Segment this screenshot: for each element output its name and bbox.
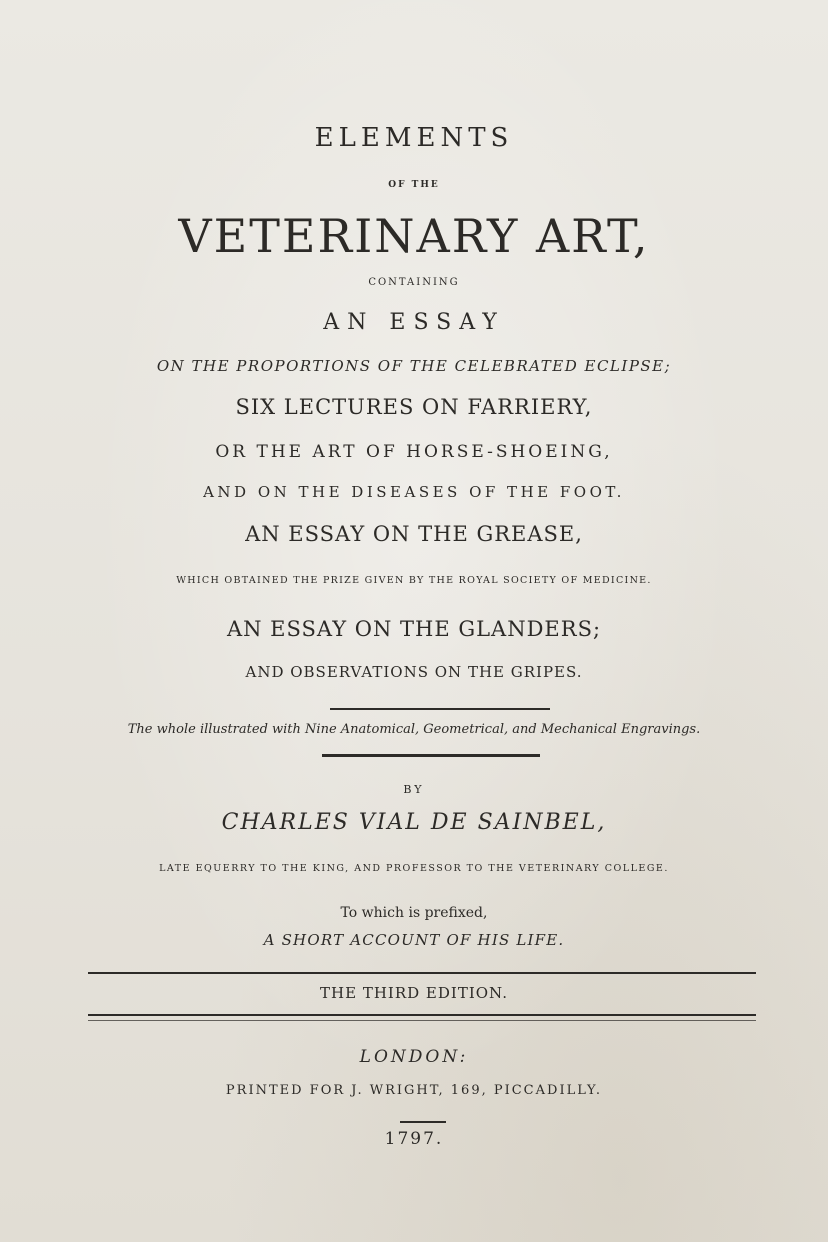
gripes-observations-line: AND OBSERVATIONS ON THE GRIPES. — [245, 663, 583, 681]
glanders-essay-heading: AN ESSAY ON THE GLANDERS; — [226, 617, 602, 641]
grease-essay-heading: AN ESSAY ON THE GREASE, — [245, 522, 583, 546]
imprint-city: LONDON: — [359, 1047, 469, 1067]
royal-society-prize-line: WHICH OBTAINED THE PRIZE GIVEN BY THE ROYAL SOCIETY OF MEDICINE. — [176, 575, 652, 586]
diseases-of-foot-line: AND ON THE DISEASES OF THE FOOT. — [203, 483, 625, 501]
ornamental-rule-bottom — [322, 754, 540, 757]
edition-label: THE THIRD EDITION. — [320, 984, 508, 1002]
eclipse-subtitle: ON THE PROPORTIONS OF THE CELEBRATED ECLIPSE; — [156, 357, 672, 375]
imprint-year: 1797. — [384, 1129, 444, 1149]
main-title: VETERINARY ART, — [178, 209, 650, 263]
author-name: CHARLES VIAL DE SAINBEL, — [221, 810, 607, 835]
edition-rule-bottom — [88, 1014, 756, 1016]
six-lectures-heading: SIX LECTURES ON FARRIERY, — [235, 395, 593, 419]
ornamental-rule-top — [330, 708, 550, 710]
edition-rule-top — [88, 972, 756, 974]
containing-label: CONTAINING — [368, 277, 460, 288]
horse-shoeing-line: OR THE ART OF HORSE-SHOEING, — [215, 442, 613, 462]
short-account-line: A SHORT ACCOUNT OF HIS LIFE. — [263, 931, 565, 949]
imprint-printer: PRINTED FOR J. WRIGHT, 169, PICCADILLY. — [225, 1083, 603, 1098]
edition-rule-bottom-double — [88, 1020, 756, 1021]
an-essay-heading: AN ESSAY — [323, 310, 505, 335]
title-of-the: OF THE — [388, 180, 440, 190]
title-elements: ELEMENTS — [314, 123, 514, 153]
year-rule — [400, 1121, 446, 1123]
engravings-note: The whole illustrated with Nine Anatomical, Geometrical, and Mechanical Engravings. — [127, 722, 701, 737]
prefixed-note: To which is prefixed, — [340, 905, 488, 921]
author-credentials: LATE EQUERRY TO THE KING, AND PROFESSOR TO THE VETERINARY COLLEGE. — [159, 863, 669, 874]
by-label: BY — [403, 783, 425, 796]
